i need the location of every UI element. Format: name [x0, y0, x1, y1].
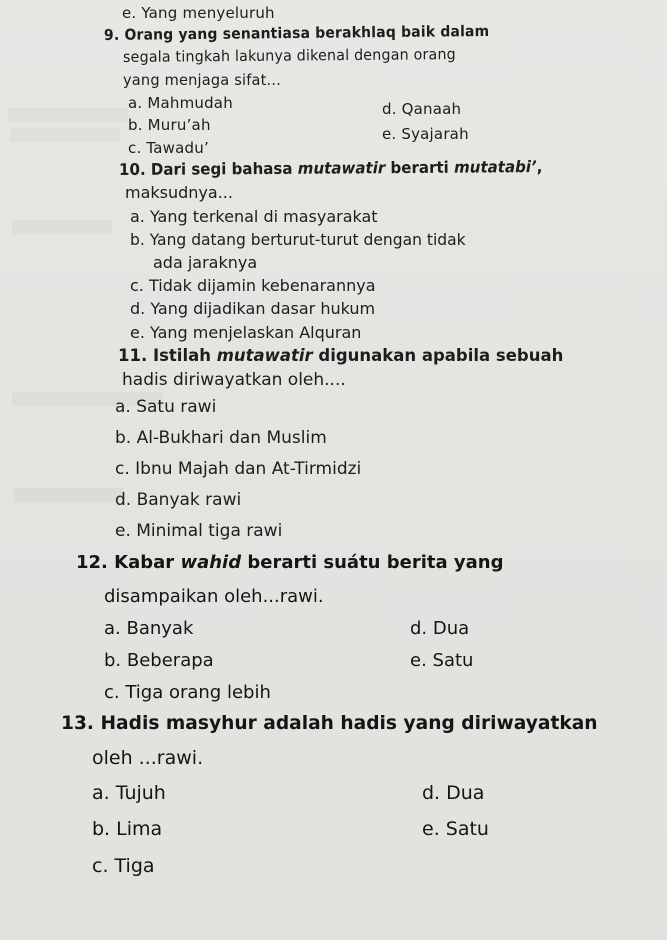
- q9-text-line3: yang menjaga sifat...: [123, 71, 282, 89]
- q13-text-line1: 13. Hadis masyhur adalah hadis yang diriwayatkan: [61, 712, 598, 734]
- bleed-through-mark: [8, 108, 128, 122]
- q13-option-b: b. Lima: [92, 818, 163, 840]
- q11-option-b: b. Al-Bukhari dan Muslim: [115, 428, 327, 448]
- q9-text-line1: 9. Orang yang senantiasa berakhlaq baik dalam: [103, 21, 490, 44]
- q10-text-line1: [119, 157, 543, 179]
- q9-text-line2: segala tingkah lakunya dikenal dengan orang: [122, 45, 456, 66]
- q13-option-e: e. Satu: [422, 818, 489, 840]
- q13-option-d: d. Dua: [422, 782, 485, 804]
- q11-option-a: a. Satu rawi: [115, 397, 217, 417]
- q12-text-post: berarti suátu berita yang: [241, 552, 504, 573]
- q12-text-line2: disampaikan oleh...rawi.: [104, 586, 324, 607]
- q11-option-d: d. Banyak rawi: [115, 490, 242, 510]
- q12-option-e: e. Satu: [410, 650, 474, 671]
- q12-option-b: b. Beberapa: [104, 650, 214, 671]
- q10-text-line2: maksudnya...: [125, 183, 233, 202]
- bleed-through-mark: [12, 220, 112, 234]
- q10-term-mutawatir: mutawatir: [297, 158, 386, 178]
- q13-option-c: c. Tiga: [92, 855, 155, 877]
- q11-text-post: digunakan apabila sebuah: [312, 346, 564, 366]
- q11-text-line2: hadis diriwayatkan oleh....: [122, 370, 346, 390]
- q12-text-line1: [76, 552, 504, 573]
- q10-option-b-line1: b. Yang datang berturut-turut dengan tidak: [130, 230, 466, 249]
- q10-option-c: c. Tidak dijamin kebenarannya: [130, 276, 376, 295]
- q11-option-e: e. Minimal tiga rawi: [115, 521, 283, 541]
- q9-option-a: a. Mahmudah: [128, 94, 233, 112]
- q11-text-line1: [118, 346, 563, 366]
- q10-option-e: e. Yang menjelaskan Alquran: [130, 323, 362, 342]
- bleed-through-mark: [14, 488, 124, 502]
- q9-option-c: c. Tawadu’: [128, 139, 209, 157]
- q12-option-a: a. Banyak: [104, 618, 194, 639]
- q12-option-c: c. Tiga orang lebih: [104, 682, 271, 703]
- q10-option-d: d. Yang dijadikan dasar hukum: [130, 299, 376, 318]
- q8-option-e: e. Yang menyeluruh: [122, 4, 275, 22]
- q10-term-mutatabi: mutatabi’: [453, 157, 537, 177]
- q12-term-wahid: wahid: [180, 552, 242, 573]
- bleed-through-mark: [10, 128, 120, 142]
- q12-text-pre: 12. Kabar: [76, 552, 181, 573]
- q11-term-mutawatir: mutawatir: [216, 346, 313, 366]
- q9-option-e: e. Syajarah: [382, 125, 469, 143]
- q10-option-a: a. Yang terkenal di masyarakat: [130, 207, 378, 226]
- q10-text-post: ,: [536, 157, 543, 177]
- q13-option-a: a. Tujuh: [92, 782, 166, 804]
- q10-option-b-line2: ada jaraknya: [153, 253, 258, 272]
- q11-text-pre: 11. Istilah: [118, 346, 217, 366]
- q10-text-pre: 10. Dari segi bahasa: [118, 158, 298, 179]
- q9-option-b: b. Muru’ah: [128, 116, 211, 134]
- q9-option-d: d. Qanaah: [382, 100, 462, 118]
- q10-text-mid: berarti: [385, 157, 455, 178]
- q11-option-c: c. Ibnu Majah dan At-Tirmidzi: [115, 459, 362, 479]
- q12-option-d: d. Dua: [410, 618, 470, 639]
- q13-text-line2: oleh ...rawi.: [92, 747, 204, 769]
